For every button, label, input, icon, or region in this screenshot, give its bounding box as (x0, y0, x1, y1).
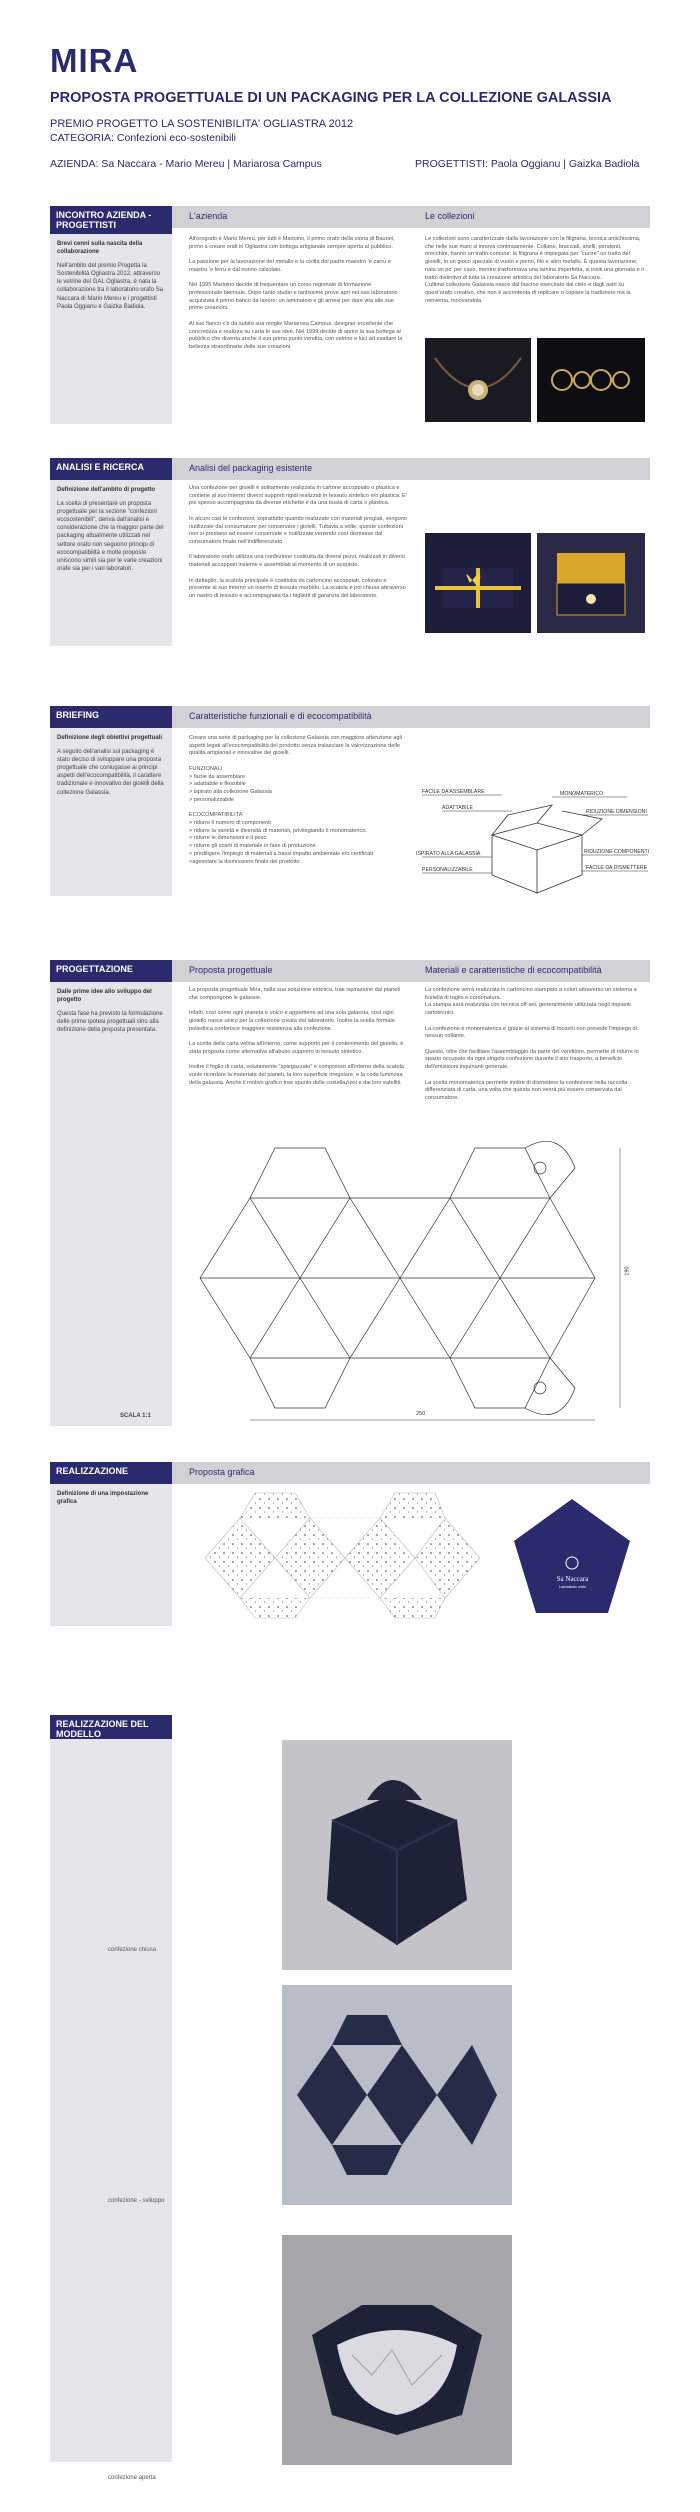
section3-sidebar (50, 728, 172, 896)
pentagon-logo-graphic (510, 1495, 635, 1620)
dimension-height: 190 (624, 1266, 631, 1276)
section5-col1-title: Proposta grafica (189, 1467, 255, 1477)
brand-logo-text: Sa Naccara (556, 1575, 589, 1583)
existing-box-photo-2 (537, 533, 645, 633)
section3-side-text: A seguito dell'analisi sul packaging è stato deciso di sviluppare una proposta progettuale che coniugasse ai principi aspetti dell'ecocompatibilità, il carattere tradizionale e innovativo dei gioielli della collezione Galassia. (57, 749, 164, 796)
brand-logo-sub: Laboratorio orafo (559, 1585, 586, 1589)
section2-side-text: La scelta di presentare un proposta progettuale per la sezione "confezioni ecosostenibili", deriva dall'analisi e considerazione che la maggior parte del packaging attualmente utilizzati nel settore orafo non seguono principi di ecocompatibilità e molte proposte uniscono simili sia per le varie creazioni orafe sia per i vari laboratori. (57, 501, 164, 572)
page-subtitle: PROPOSTA PROGETTUALE DI UN PACKAGING PER LA COLLEZIONE GALASSIA (50, 90, 612, 106)
section1-side-text: Nell'ambito del premio Progetta la Sostenibilità Ogliastra 2012, attraverso le vetrine del GAL Ogliastra, è nata la collaborazione tra il laboratorio orafo Sa Naccara di Mario Mereu e i progettisti Paola Oggianu e Gaizka Badiola. (57, 263, 164, 310)
features-box-diagram (412, 775, 652, 900)
section5-label: REALIZZAZIONE (50, 1462, 172, 1484)
diagram-label-6: PERSONALIZZABILE (422, 867, 473, 873)
diagram-label-2: MONOMATERICO (560, 791, 604, 797)
model-closed-photo (282, 1740, 512, 1970)
section1-col1-text: All'orografo è Mario Mereu, per tutti è Marioino, il primo orafo della storia di Baunei, primo a creare orafi in Ogliastra con bottega artigianale sempre aperta al pubblico. La passione per la lavorazione del metallo e la civiltà del padre maestro 'e carru e maistru 'e ferru e dal nonno calzolaio. Nel 1995 Marioino decide di frequentare un corso regionale di formazione professionale biennale. Dopo tanto studio e tantissime prove aprì nel suo laboratorio acquistata il primo banco da lavoro: un laminatoio e gli arnesi per dare vita alle sue prime creazioni. Al suo fianco c'è da subito sua moglie Mariarosa Campus, designer eccellente che concretizza e realizza su carta le sue idee. Nel 1999 decide di aprire la sua bottega al pubblico che diventa anche il suo primo punto vendita, con vetrine e luci ad esaltare la bellezza straordinaria delle sue creazioni. (189, 236, 403, 351)
section6-sidebar (50, 1739, 172, 2462)
section2-sidebar (50, 480, 172, 646)
section4-side-title: Dalle prime idee allo sviluppo del progetto (57, 989, 152, 1004)
diagram-label-0: FACILE DA ASSEMBLARE (422, 789, 485, 795)
page-title: MIRA (50, 42, 139, 79)
section1-label: INCONTRO AZIENDA - PROGETTISTI (50, 206, 172, 234)
section5-side-title: Definizione di una impostazione grafica (57, 1491, 149, 1506)
category-line: CATEGORIA: Confezioni eco-sostenibili (50, 132, 236, 144)
graphic-pattern-template (195, 1488, 495, 1623)
section4-col2-text: La confezione verrà realizzata in cartoncino stampato a colori attraverso un sistema a fustella di taglio e cordonatura. La stampa sarà realizzata con tecnica off-set, generalmente utilizzata negli impianti cartotecnici. La confezione è monomaterica e grazie al sistema di incastri non prevede l'impiego di nessun collante. Questo, oltre che facilitare l'assemblaggio da parte del venditore, permette di ridurre lo spazio occupato da ogni singola confezione durante il suo trasporto, a beneficio dell'emissioni inquinanti generate. La scelta monomaterica permette inoltre di dismettere la confezione nella raccolta differenziata di carta, una volta che questa non venrà più essere conservata dal consumatore. (425, 987, 639, 1102)
section3-side-title: Definizione degli obiettivi progettuali (57, 735, 163, 741)
necklace-photo-1 (425, 338, 531, 422)
caption-open: confezione aperta (108, 2475, 156, 2481)
diagram-label-3: RIDUZIONE DIMENSIONI (586, 809, 647, 815)
section1-bar (172, 206, 650, 228)
dimension-width: 250 (416, 1411, 426, 1417)
section2-col1-title: Analisi del packaging esistente (189, 463, 313, 473)
bracelet-photo (537, 338, 645, 422)
section2-label: ANALISI E RICERCA (50, 458, 172, 480)
scale-label: SCALA 1:1 (120, 1412, 151, 1419)
section4-col1-text: La proposta progettuale Mira, nella sua soluzione estetica, trae ispirazione dai pianeti che compongono le galassie. Infatti, così come ogni pianeta è unico e appartiene ad una sola galassia, così ogni gioiello nasce unico per la collezione creata dal laboratorio. Inoltre la scelta formale poliedrica conferisce maggiore resistenza alla confezione. La scelta della carta velina all'interno, come supporto per il contenimento del gioiello, è stata proposta come alternativa all'abuso supporto in tessuto sintetico. Inoltre il foglio di carta, volutamente "spiegazzato" e compresso all'interno della scatola vuole ricordare la materiata dei pianeti, la loro superficie irregolare, e la coda luminosa della galassia. Anche il motivo grafico tree spunto delle costellazioni e dai loro satelliti. (189, 987, 404, 1086)
section2-side-title: Definizione dell'ambito di progetto (57, 487, 156, 493)
section4-col1-title: Proposta progettuale (189, 965, 273, 975)
section4-sidebar (50, 982, 172, 1426)
model-flat-photo (282, 1985, 512, 2205)
section3-col1-title: Caratteristiche funzionali e di ecocompatibilità (189, 711, 372, 721)
diagram-label-4: ISPIRATO ALLA GALASSIA (416, 851, 481, 857)
designers-line: PROGETTISTI: Paola Oggianu | Gaizka Badiola (415, 158, 640, 170)
section4-label: PROGETTAZIONE (50, 960, 172, 982)
section4-col2-title: Materiali e caratteristiche di ecocompatibilità (425, 965, 602, 975)
diagram-label-1: ADATTABILE (442, 805, 473, 811)
section1-side-title: Brevi cenni sulla nascita della collaborazione (57, 241, 143, 256)
die-cut-template (190, 1128, 650, 1428)
model-open-photo (282, 2235, 512, 2465)
section1-sidebar (50, 234, 172, 424)
caption-flat: confezione - sviluppo (108, 2198, 165, 2204)
diagram-label-7: FACILE DA DISMETTERE (586, 865, 648, 871)
section1-col2-title: Le collezioni (425, 211, 475, 221)
section4-side-text: Questa fase ha previsto la formulazione delle prime ipotesi progettuali sino alla definizione della proposta presentata. (57, 1011, 163, 1034)
section3-col1-text: Creare una serie di packaging per la collezione Galassia con maggiore attenzione agli aspetti legati all'ecocompatibilità del prodotto senza tralasciare la valorizzazione delle qualità artigianali e innovative dei gioielli. FUNZIONALI > facile da assemblare > adattabile e flessibile > ispirato alla collezione Galassia > personalizzabile ECOCOMPATIBILITA' > ridurre il numero di componenti > ridurre la varietà e diversità di materiali, privilegiando il monomaterico. > ridurre le dimensioni e il peso > ridurre gli scarti di materiale in fase di produzione > prediligere l'impiego di materiali a bassi impatto ambientale e/o certificati >agevolare la dismissione finale del prodotto (189, 735, 402, 865)
section1-col1-title: L'azienda (189, 211, 228, 221)
diagram-label-5: RIDUZIONE COMPONENTI (584, 849, 650, 855)
section1-col2-text: Le collezioni sono caratterizzate dalla lavorazione con la filigrana, tecnica antichissima, che nelle sue mani si innova continuamente. Collane, bracciali, anelli, pendenti, orecchini, hanno un tratto comune: la filigrana è impiegata per "cucire" un tratto dei gioielli, in un gioco speciale di vuoto e pieno, filo e altro metallo. È questa lavorazione, nata un po' per caso, mentre trasformava una lamina imperfetta, si insiti una giornata e il tratto distintivo di tutta la creazione artistica del laboratorio Sa Naccara. L'ultima collezione Galassia nasce dal fascino esercitato dal cielo e dagli astri su quest'orafo creativo, che non è accontenta di replicare o copiare la tradizione ma la reinventa, innovandola. (425, 236, 644, 304)
prize-line: PREMIO PROGETTO LA SOSTENIBILITA' OGLIASTRA 2012 (50, 118, 354, 130)
company-line: AZIENDA: Sa Naccara - Mario Mereu | Mariarosa Campus (50, 158, 322, 170)
section5-sidebar (50, 1484, 172, 1626)
caption-closed: confezione chiusa (108, 1947, 157, 1953)
existing-box-photo-1 (425, 533, 531, 633)
section6-label: REALIZZAZIONE DEL MODELLO (50, 1715, 172, 1739)
section2-col1-text: Una confezione per gioielli è solitamente realizzata in cartone accoppiato o plastica e contiene al suo interno diversi supporti rigidi realizzati in tessuto sintetico e/o plastica. E' poi spesso accompagnata da diverse etichette e da una busta di carta o plastica. In alcuni casi le confezioni, soprattutto quando realizzate con materiali pregiati, vengono riutilizzate dal consumatore per conservare i gioielli. Tuttavia a volte, queste confezioni non si prestano ad essere conservate e riutilizzate venendo così dismesse dal consumatore finale nell'indifferenziato. Il laboratorio orafo utilizza una confezione costituita da diversi pezzi, realizzati in diversi materiali accoppiati insieme e assemblati al momento di un acquisto. In dettaglio, la scatola principale è costituita da cartoncino accoppiati, colorato e presente al suo interno un inserto di tessuto morbido. La scatola è poi chiusa attraverso un nastro di tessuto e accompagnata da i biglietti di garanzia del laboratorio. (189, 485, 407, 600)
section3-label: BRIEFING (50, 706, 172, 728)
